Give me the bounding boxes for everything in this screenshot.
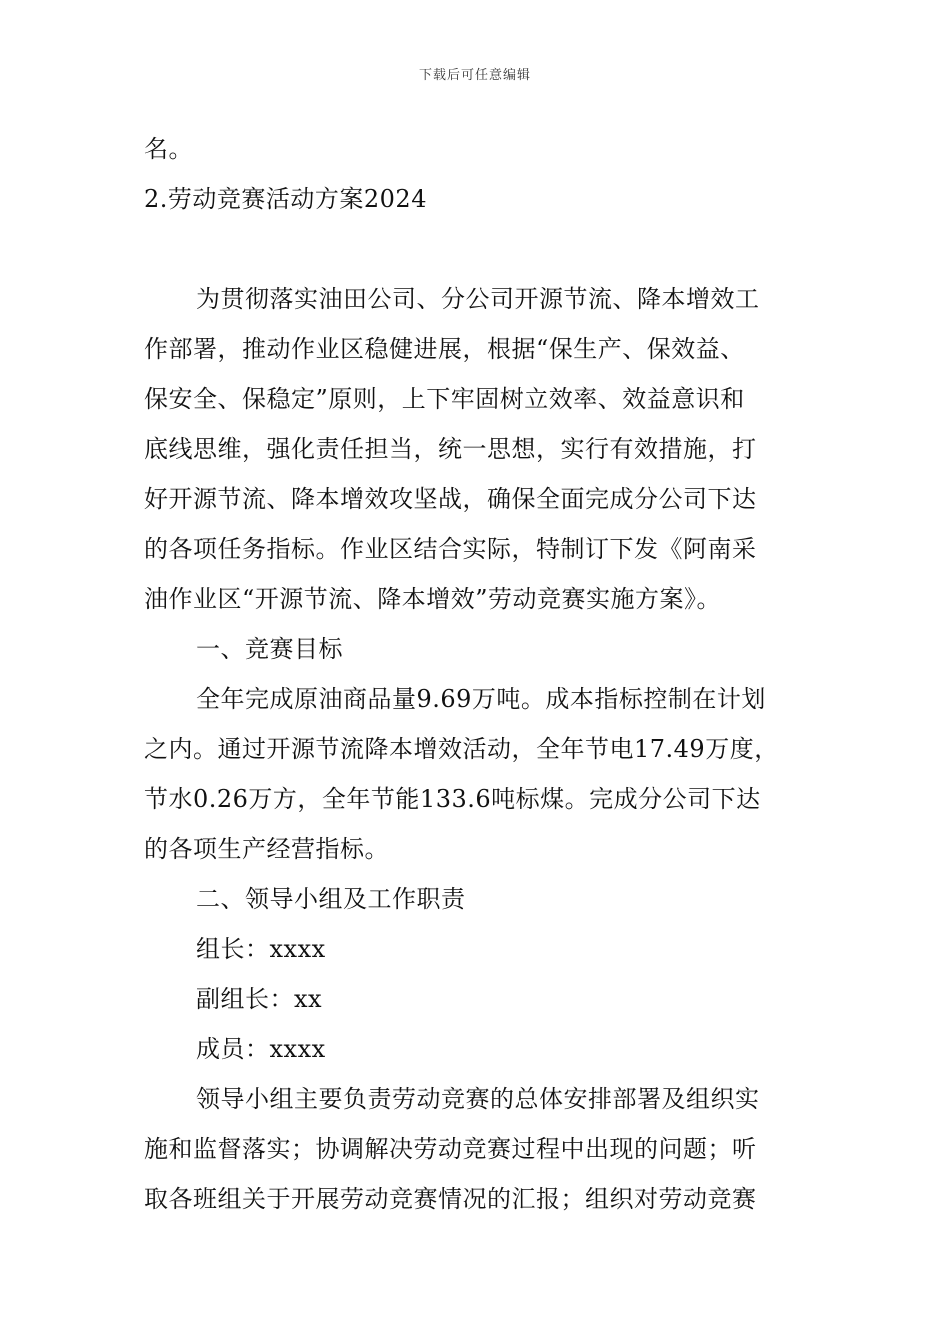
- paragraph-duties: [144, 1074, 808, 1224]
- paragraph-line: 好开源节流、降本增效攻坚战，确保全面完成分公司下达: [144, 485, 757, 513]
- section-title-goals: 一、竞赛目标: [196, 635, 343, 663]
- page-header-watermark: 下载后可任意编辑: [418, 68, 531, 83]
- document-heading: 2.劳动竞赛活动方案2024: [144, 185, 427, 213]
- paragraph-line: 油作业区“开源节流、降本增效”劳动竞赛实施方案》。: [144, 585, 722, 613]
- document-body: [144, 124, 808, 1224]
- section-title-leadership: 二、领导小组及工作职责: [196, 885, 466, 913]
- paragraph-line: 全年完成原油商品量9.69万吨。成本指标控制在计划: [196, 685, 766, 713]
- paragraph-line: 的各项任务指标。作业区结合实际，特制订下发《阿南采: [144, 535, 757, 563]
- paragraph-line: 保安全、保稳定”原则，上下牢固树立效率、效益意识和: [144, 385, 745, 413]
- text-line: 名。: [144, 135, 193, 163]
- paragraph-line: 底线思维，强化责任担当，统一思想，实行有效措施，打: [144, 435, 757, 463]
- paragraph-line: 节水0.26万方，全年节能133.6吨标煤。完成分公司下达: [144, 785, 761, 813]
- paragraph-line: 之内。通过开源节流降本增效活动，全年节电17.49万度，: [144, 735, 779, 763]
- role-deputy-leader: 副组长：xx: [196, 985, 323, 1013]
- paragraph-intro: [144, 274, 808, 624]
- paragraph-line: 领导小组主要负责劳动竞赛的总体安排部署及组织实: [196, 1085, 760, 1113]
- role-members: 成员：xxxx: [196, 1035, 326, 1063]
- paragraph-goals: [144, 674, 808, 874]
- paragraph-line: 施和监督落实；协调解决劳动竞赛过程中出现的问题；听: [144, 1135, 757, 1163]
- role-leader: 组长：xxxx: [196, 935, 326, 963]
- blank-line: [144, 224, 808, 274]
- paragraph-line: 为贯彻落实油田公司、分公司开源节流、降本增效工: [196, 285, 760, 313]
- paragraph-line: 取各班组关于开展劳动竞赛情况的汇报；组织对劳动竞赛: [144, 1185, 757, 1213]
- paragraph-line: 作部署，推动作业区稳健进展，根据“保生产、保效益、: [144, 335, 745, 363]
- paragraph-line: 的各项生产经营指标。: [144, 835, 389, 863]
